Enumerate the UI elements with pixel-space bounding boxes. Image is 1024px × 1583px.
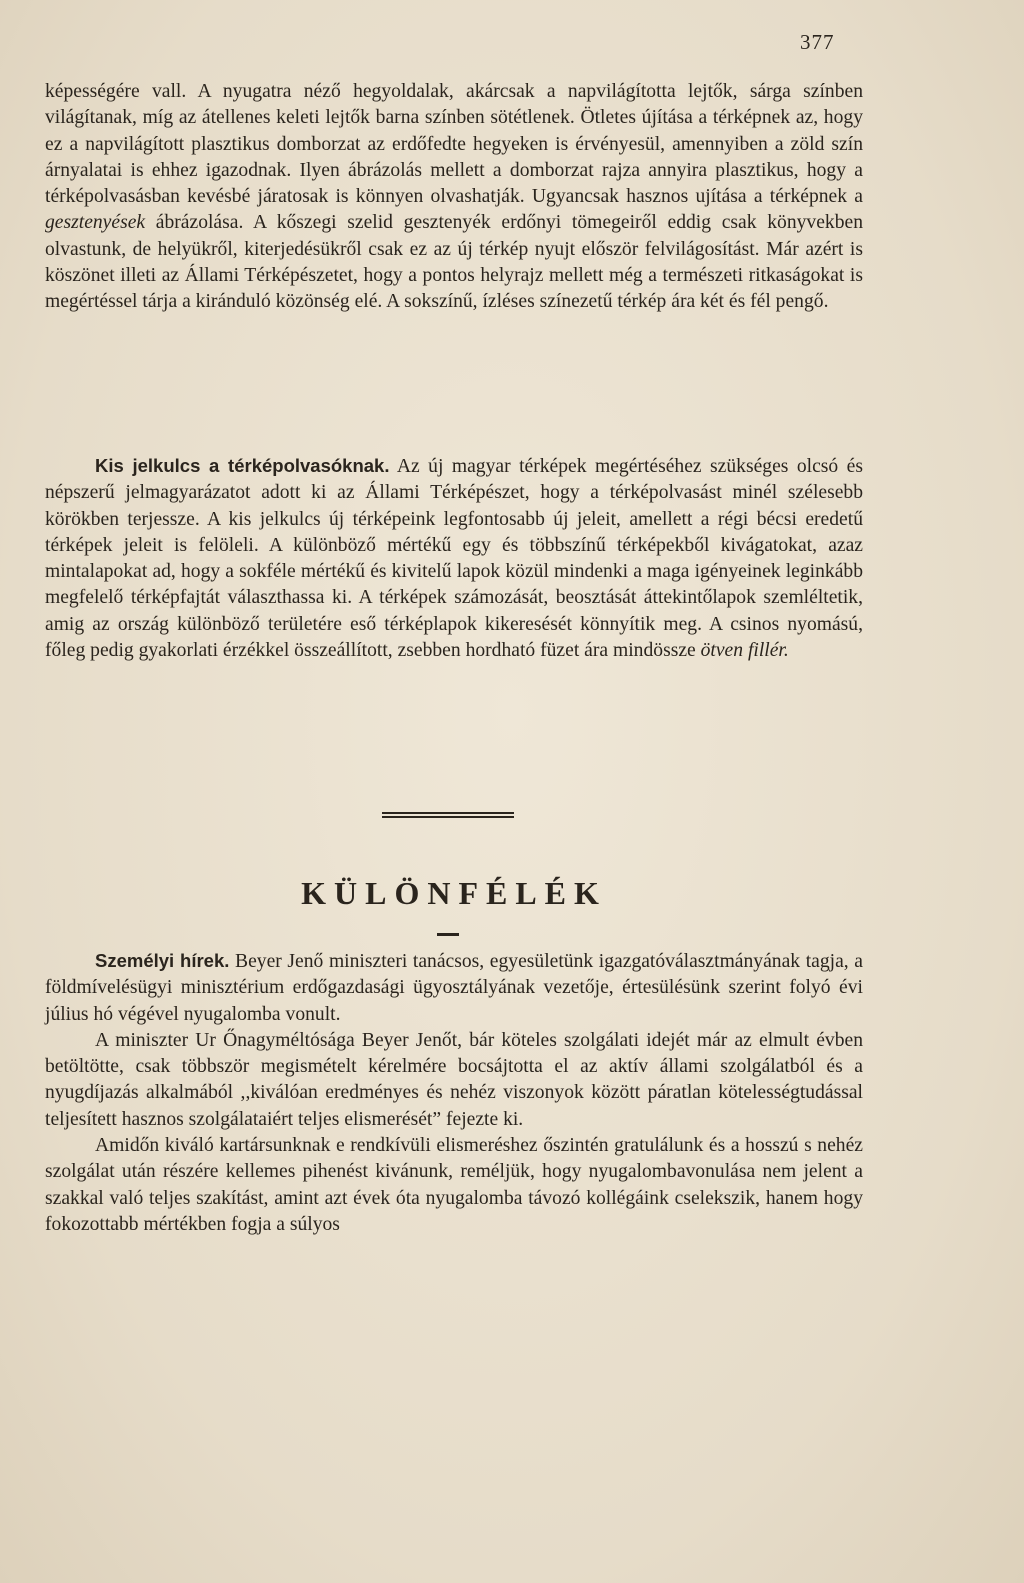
paragraph-text: [45, 453, 863, 664]
paragraph-text: A miniszter Ur Őnagyméltósága Beyer Jenőt, bár köteles szolgálati idejét már az elmult évben betöltötte, csak többször megismételt kérelmére bocsájtotta el az aktív állami szolgálatból és a nyugdíjazás alkalmából ,,kiválóan eredményes és nehéz viszonyok között páratlan kötelességtudással teljesített hasznos szolgálataiért teljes elismerését” fejezte ki.: [45, 1029, 863, 1130]
text-run: Az új magyar térképek megértéséhez szükséges olcsó és népszerű jelmagyarázatot adott ki az Állami Térképészet, hogy a térképolvasást minél szélesebb körökben terjessze. A kis jelkulcs új térképeink legfontosabb új jeleit, amellett a régi bécsi eredetű térképek jeleit is felöleli. A különböző mértékű egy és többszínű térképekből kivágatokat, azaz mintalapokat ad, hogy a sokféle mértékű és kivitelű lapok közül mindenki a maga igényeinek leginkább megfelelő térképfajtát választhassa ki. A térképek számozását, beosztását áttekintőlapok szemléltetik, amig az ország különböző területére eső térképlapok kikeresését könnyítik meg. A csinos nyomású, főleg pedig gyakorlati érzékkel összeállított, zsebben hordható füzet ára mindössze: [45, 456, 863, 662]
double-rule-divider: [382, 812, 514, 820]
rule-line: [382, 812, 514, 814]
section-heading: KÜLÖNFÉLÉK: [301, 875, 607, 911]
section-personal-news: [45, 948, 863, 1238]
paragraph-kis-jelkulcs: [45, 453, 863, 664]
text-run: Beyer Jenő miniszteri tanácsos, egyesületünk igazgatóválasztmányának tagja, a földmívelésügyi minisztérium erdőgazdasági ügyosztályának vezetője, értesülésünk szerint folyó évi július hó végével nyugalomba vonult.: [45, 951, 863, 1025]
text-run: ábrázolása. A kőszegi szelid gesztenyék erdőnyi tömegeiről eddig csak könyvekben olvastunk, de helyükről, kiterjedésükről csak ez az új térkép nyujt először felvilágosítást. Már azért is köszönet illeti az Állami Térképészetet, hogy a pontos helyrajz mellett még a természeti ritkaságokat is megértéssel tárja a kiránduló közönség elé. A sokszínű, ízléses színezetű térkép ára két és fél pengő.: [45, 212, 863, 313]
paragraph-lead-title: Személyi hírek.: [95, 950, 230, 971]
paragraph-map-review: [45, 79, 863, 316]
heading-dash-ornament: [437, 933, 459, 936]
text-run: képességére vall. A nyugatra néző hegyoldalak, akárcsak a napvilágította lejtők, sárga színben világítanak, míg az átellenes keleti lejtők barna színben sötétlenek. Ötletes újítása a térképnek az, hogy ez a napvilágított plasztikus domborzat az erdőfedte hegyeken is érvényesül, amennyiben a zöld szín árnyalatai is ehhez igazodnak. Ilyen ábrázolás mellett a domborzat rajza annyira plasztikus, hogy a térképolvasásban kevésbé járatosak is könnyen olvashatják. Ugyancsak hasznos ujítása a térképnek a: [45, 81, 863, 208]
page-number: 377: [800, 30, 835, 54]
emphasis-gesztenyesek: gesztenyések: [45, 212, 146, 234]
paragraph-text: [45, 79, 863, 316]
emphasis-price: ötven fillér.: [700, 640, 789, 662]
paragraph-text: [45, 948, 863, 1028]
paragraph-text: Amidőn kiváló kartársunknak e rendkívüli elismeréshez őszintén gratulálunk és a hosszú s nehéz szolgálat után részére kellemes pihenést kivánunk, reméljük, hogy nyugalombavonulása nem jelent a szakkal való teljes szakítást, amint azt évek óta nyugalomba távozó kollégáink cselekszik, hanem hogy fokozottabb mértékben fogja a súlyos: [45, 1135, 863, 1235]
rule-line: [382, 816, 514, 818]
paragraph-lead-title: Kis jelkulcs a térképolvasóknak.: [95, 455, 390, 476]
